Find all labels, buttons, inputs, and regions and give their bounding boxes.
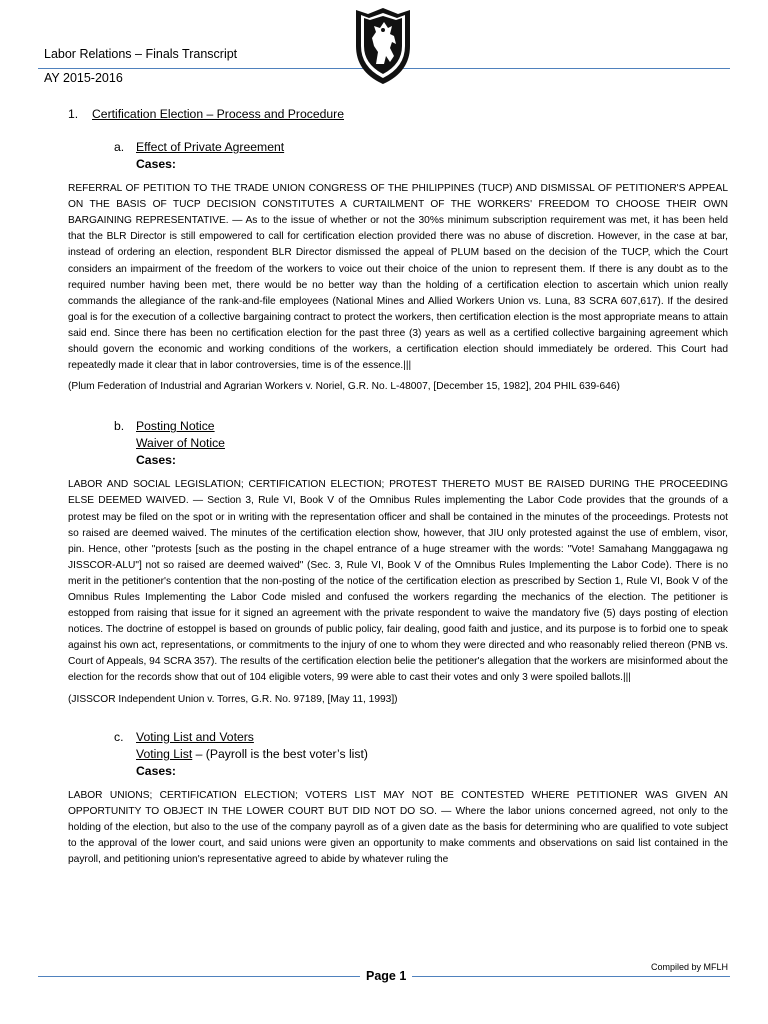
case-b-citation: (JISSCOR Independent Union v. Torres, G.R. No. 97189, [May 11, 1993]) bbox=[68, 693, 398, 705]
subsection-c-title2: Voting List bbox=[136, 746, 193, 761]
academic-year: AY 2015-2016 bbox=[44, 71, 123, 85]
case-a-citation: (Plum Federation of Industrial and Agrarian Workers v. Noriel, G.R. No. L-48007, [December 15, 1982], 204 PHIL 639-646) bbox=[68, 381, 620, 393]
case-b-body: LABOR AND SOCIAL LEGISLATION; CERTIFICATION ELECTION; PROTEST THERETO MUST BE RAISED DURING THE PROCEEDING ELSE DEEMED WAIVED. — Section 3, Rule VI, Book V of the Omnibus Rules implementing the Labor Code provides that the grounds of a protest may be filed on the spot or in writing with the representation officer and shall be contained in the minutes of the proceedings. Protests not so raised are deemed waived. The minutes of the certification election show, however, that JIU only protested against the use of emblem, visor, pin. Hence, other "protests [such as the posting in the chapel entrance of a huge streamer with the words: "Vote! Samahang Manggagawa ng JISSCOR-ALU"] not so raised are deemed waived" (Sec. 3, Rule VI, Book V of the Omnibus Rules Implementing the Labor Code). There is no merit in the petitioner's contention that the non-posting of the notice of the certification election as prescribed by Section 1, Rule VI, Book V of the Omnibus Rules Implementing the Labor Code misled and confused the workers regarding the mechanics of the election. The petitioner is estopped from raising that issue for it signed an agreement with the private respondent to waive the mandatory five (5) days posting of election notices. The doctrine of estoppel is based on grounds of public policy, fair dealing, good faith and justice, and its purpose is to forbid one to speak against his own act, representations, or commitments to the injury of one to whom they were directed and who reasonably relied thereon (PNB vs. Court of Appeals, 94 SCRA 357). The results of the certification election belie the petitioner's allegation that the workers are misinformed about the election for the records show that out of 104 eligible voters, 99 were able to cast their votes and only 3 were spoiled ballots.||| bbox=[68, 479, 728, 684]
compiled-by: Compiled by MFLH bbox=[650, 962, 728, 972]
subsection-c-cases-label: Cases: bbox=[136, 763, 176, 778]
document-title: Labor Relations – Finals Transcript bbox=[44, 47, 238, 61]
subsection-c-heading bbox=[114, 729, 728, 780]
document-body bbox=[68, 106, 728, 868]
subsection-a-cases-label: Cases: bbox=[136, 157, 176, 172]
subsection-b-heading bbox=[114, 418, 728, 469]
heraldic-lion-shield-icon bbox=[352, 6, 414, 86]
subsection-b-title: Posting Notice bbox=[136, 419, 215, 434]
subsection-b-title2: Waiver of Notice bbox=[136, 436, 225, 451]
subsection-c-title2-note: – (Payroll is the best voter’s list) bbox=[192, 746, 368, 761]
subsection-c-letter: c. bbox=[114, 729, 124, 744]
page-number: Page 1 bbox=[360, 969, 412, 983]
subsection-a-title: Effect of Private Agreement bbox=[136, 140, 285, 155]
case-c-body: LABOR UNIONS; CERTIFICATION ELECTION; VOTERS LIST MAY NOT BE CONTESTED WHERE PETITIONER WAS GIVEN AN OPPORTUNITY TO OBJECT IN THE LOWER COURT BUT DID NOT DO SO. — Where the labor unions concerned agreed, not only to the holding of the election, but also to the use of the company payroll as of a given date as the basis for determining who are qualified to vote subject to the approval of the lower court, and said unions were given an opportunity to make comments and observations on said list contained in the payroll, and petitioning union's representative agreed to abide by whatever ruling the bbox=[68, 789, 728, 865]
section-number: 1. bbox=[68, 107, 79, 121]
case-a-body: REFERRAL OF PETITION TO THE TRADE UNION CONGRESS OF THE PHILIPPINES (TUCP) AND DISMISSAL OF PETITIONER'S APPEAL ON THE BASIS OF TUCP DECISION CONSTITUTES A CURTAILMENT OF THE WORKERS' FREEDOM TO CHOOSE THEIR OWN BARGAINING REPRESENTATIVE. — As to the issue of whether or not the 30%s minimum subscription requirement was met, it has been held that the BLR Director is still empowered to call for certification election provided there was no abuse of discretion. However, in the case at bar, instead of ordering an election, respondent BLR Director dismissed the appeal of PLUM based on the decision of the TUCP, which the Court considers an impairment of the freedom of the workers to voice out their choice of the union to represent them. If there is any doubt as to the required number having been met, there would be no better way than the holding of a certification election to ascertain which union really commands the allegiance of the rank-and-file employees (National Mines and Allied Workers Union vs. Luna, 83 SCRA 607,617). If the desired goal is for the execution of a collective bargaining contract to protect the workers, then certification election is the most appropriate means to attain said end. Since there has been no certification election for the past three (3) years as well as a certified collective bargaining agreement which should govern the economic and working conditions of the workers, a certification election should immediately be ordered. This Court had repeatedly made it clear that in labor controversies, time is of the essence.||| bbox=[68, 183, 728, 372]
subsection-a-heading bbox=[114, 139, 728, 173]
subsection-c-title: Voting List and Voters bbox=[136, 729, 254, 744]
section-heading bbox=[68, 106, 728, 122]
section-title: Certification Election – Process and Procedure bbox=[92, 107, 345, 121]
subsection-b-cases-label: Cases: bbox=[136, 453, 176, 468]
subsection-a-letter: a. bbox=[114, 140, 125, 155]
subsection-b-letter: b. bbox=[114, 419, 125, 434]
